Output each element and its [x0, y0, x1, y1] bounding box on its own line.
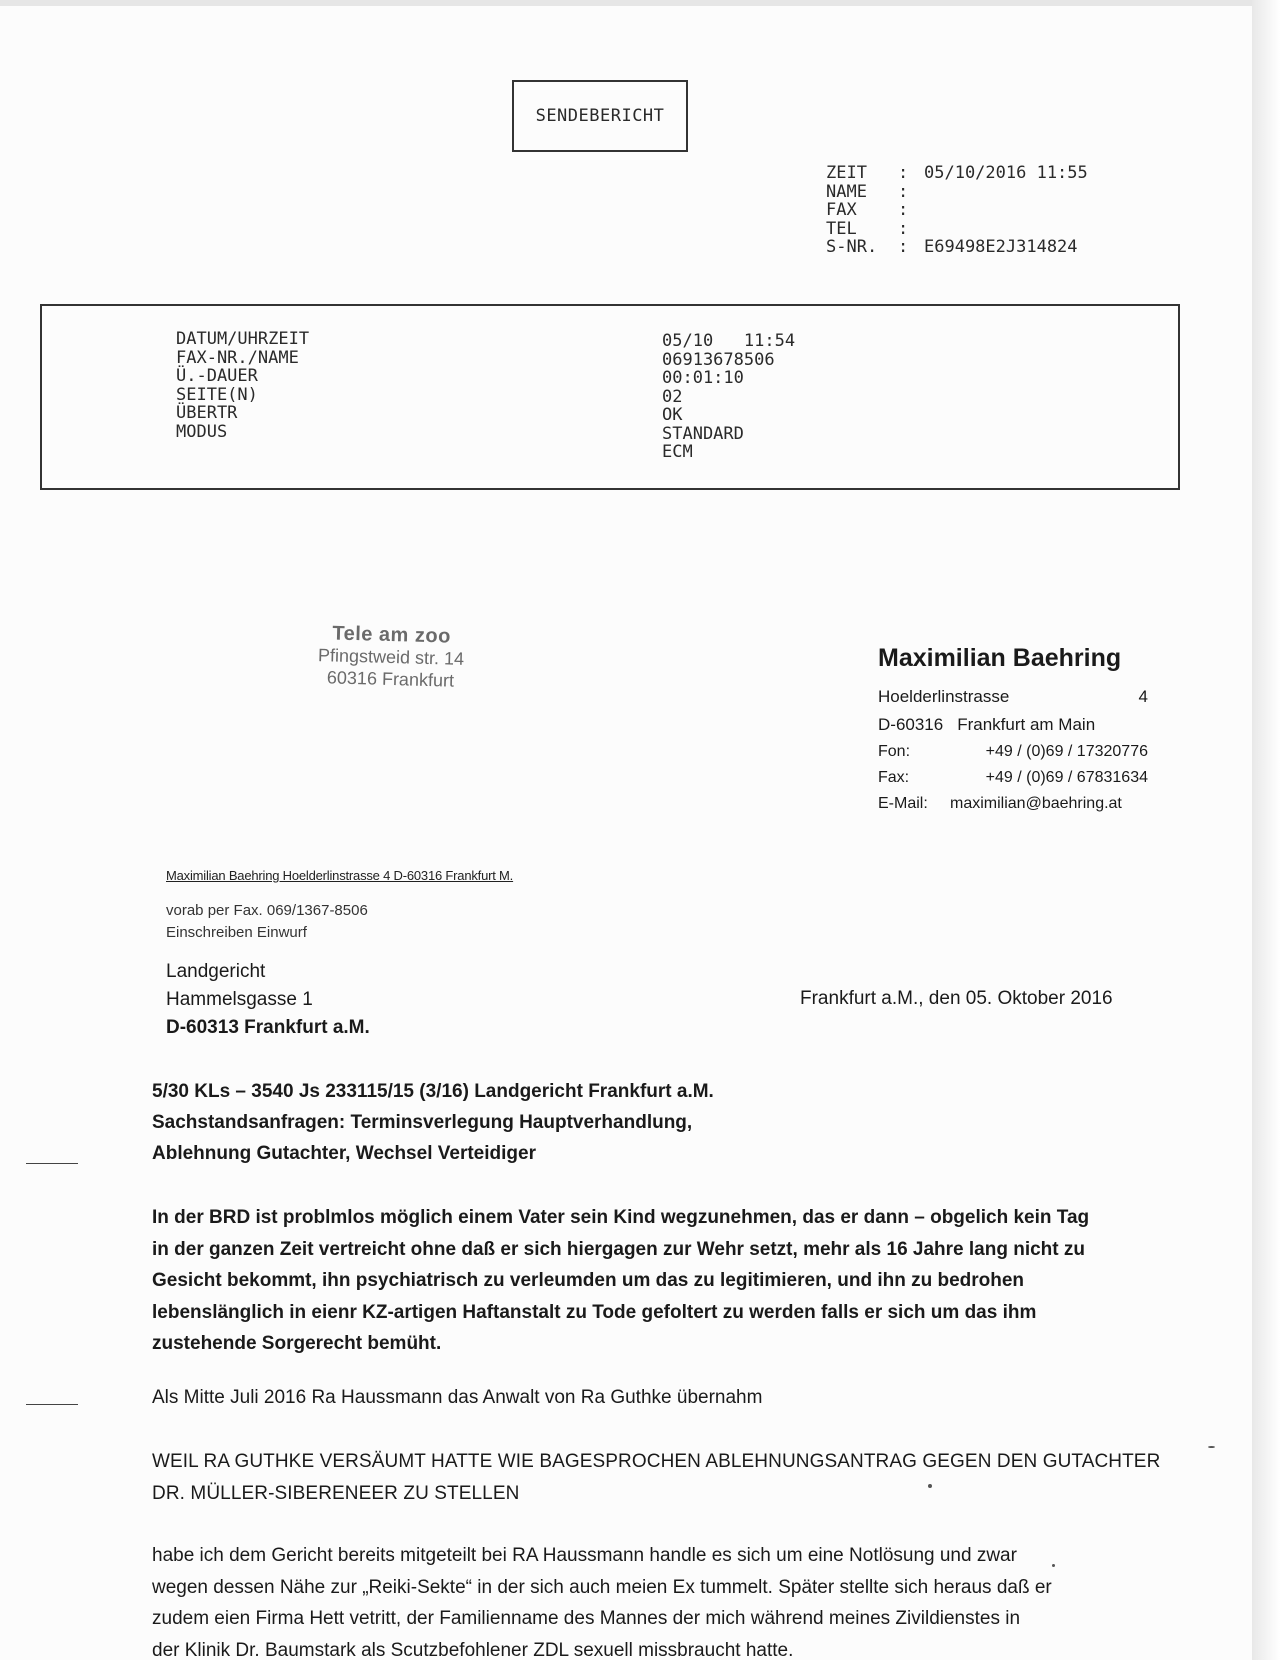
report-header-meta: [826, 164, 1088, 257]
recipient-address: [166, 958, 370, 1042]
return-address-line: Maximilian Baehring Hoelderlinstrasse 4 D-60316 Frankfurt M.: [166, 868, 513, 883]
tx-value: OK: [662, 406, 795, 425]
paragraph-line: zustehende Sorgerecht bemüht.: [152, 1328, 1162, 1360]
sender-fax: +49 / (0)69 / 67831634: [948, 765, 1148, 791]
paragraph-3: [152, 1446, 1162, 1509]
scanner-edge: [1252, 0, 1280, 1660]
sender-fax-line: [878, 765, 1148, 791]
stamp-street: Pfingstweid str. 14: [318, 644, 465, 670]
meta-label: TEL: [826, 220, 898, 239]
sender-house-number: 4: [1139, 683, 1148, 711]
paragraph-line: lebenslänglich in eienr KZ-artigen Haftanstalt zu Tode gefoltert zu werden falls er sich um das ihm: [152, 1297, 1162, 1329]
tx-label: DATUM/UHRZEIT: [176, 330, 309, 349]
tx-label: FAX-NR./NAME: [176, 349, 309, 368]
scan-speck: [1208, 1446, 1215, 1448]
sender-name: Maximilian Baehring: [878, 644, 1148, 673]
scan-speck: [928, 1484, 932, 1488]
letter-subject: [152, 1076, 714, 1169]
meta-colon: :: [898, 183, 924, 202]
phone-label: Fon:: [878, 739, 948, 765]
scan-speck: [1052, 1564, 1055, 1567]
email-label: E-Mail:: [878, 791, 950, 817]
meta-label: S-NR.: [826, 238, 898, 257]
punch-mark: [26, 1404, 78, 1405]
stamp-name: Tele am zoo: [318, 622, 465, 648]
tx-value: ECM: [662, 443, 795, 462]
sender-phone-line: [878, 739, 1148, 765]
tx-value: 00:01:10: [662, 369, 795, 388]
sender-postal-code: D-60316: [878, 711, 943, 739]
paragraph-2: Als Mitte Juli 2016 Ra Haussmann das Anwalt von Ra Guthke übernahm: [152, 1382, 1162, 1414]
meta-colon: :: [898, 220, 924, 239]
meta-row-fax: [826, 201, 1088, 220]
paragraph-line: wegen dessen Nähe zur „Reiki-Sekte“ in der sich auch meien Ex tummelt. Später stellte sich heraus daß er: [152, 1572, 1162, 1604]
sender-email: maximilian@baehring.at: [950, 791, 1148, 817]
tx-label: SEITE(N): [176, 386, 309, 405]
shop-stamp: [317, 622, 465, 692]
meta-colon: :: [898, 238, 924, 257]
recipient-street: Hammelsgasse 1: [166, 986, 370, 1014]
paragraph-line: zudem eien Firma Hett vetritt, der Familienname des Mannes der mich während meines Zivildienstes in: [152, 1603, 1162, 1635]
recipient-city: D-60313 Frankfurt a.M.: [166, 1014, 370, 1042]
tx-value: STANDARD: [662, 425, 795, 444]
tx-value: 06913678506: [662, 351, 795, 370]
paragraph-4: [152, 1540, 1162, 1666]
paragraph-line: Gesicht bekommt, ihn psychiatrisch zu verleumden um das zu legitimieren, und ihn zu bedrohen: [152, 1265, 1162, 1297]
paragraph-line: WEIL RA GUTHKE VERSÄUMT HATTE WIE BAGESPROCHEN ABLEHNUNGSANTRAG GEGEN DEN GUTACHTER: [152, 1446, 1162, 1478]
tx-label: MODUS: [176, 423, 309, 442]
fold-mark: [26, 1163, 78, 1164]
subject-line: Ablehnung Gutachter, Wechsel Verteidiger: [152, 1138, 714, 1169]
tx-value: 05/10 11:54: [662, 332, 795, 351]
meta-colon: :: [898, 164, 924, 183]
meta-label: ZEIT: [826, 164, 898, 183]
letter-date: Frankfurt a.M., den 05. Oktober 2016: [800, 988, 1113, 1010]
tx-label: ÜBERTR: [176, 404, 309, 423]
transmission-box: [40, 304, 1180, 490]
subject-line: 5/30 KLs – 3540 Js 233115/15 (3/16) Landgericht Frankfurt a.M.: [152, 1076, 714, 1107]
meta-value: 05/10/2016 11:55: [924, 164, 1088, 183]
sender-city: Frankfurt am Main: [957, 711, 1095, 739]
paragraph-1: [152, 1202, 1162, 1360]
transmission-labels: [176, 330, 309, 441]
paragraph-line: habe ich dem Gericht bereits mitgeteilt bei RA Haussmann handle es sich um eine Notlösung und zwar: [152, 1540, 1162, 1572]
meta-row-tel: [826, 220, 1088, 239]
meta-label: FAX: [826, 201, 898, 220]
sender-street-line: [878, 683, 1148, 711]
meta-row-serial: [826, 238, 1088, 257]
transmission-values: [662, 332, 795, 462]
tx-value: 02: [662, 388, 795, 407]
sender-email-line: [878, 791, 1148, 817]
subject-line: Sachstandsanfragen: Terminsverlegung Hauptverhandlung,: [152, 1107, 714, 1138]
sender-letterhead: [878, 644, 1148, 817]
paragraph-line: in der ganzen Zeit vertreicht ohne daß er sich hiergagen zur Wehr setzt, mehr als 16 Jahre lang nicht zu: [152, 1234, 1162, 1266]
stamp-city: 60316 Frankfurt: [317, 666, 464, 692]
dispatch-fax: vorab per Fax. 069/1367-8506: [166, 900, 368, 922]
tx-label: Ü.-DAUER: [176, 367, 309, 386]
fax-label: Fax:: [878, 765, 948, 791]
dispatch-notes: [166, 900, 368, 944]
dispatch-mail: Einschreiben Einwurf: [166, 922, 368, 944]
sender-phone: +49 / (0)69 / 17320776: [948, 739, 1148, 765]
sender-city-line: [878, 711, 1148, 739]
paragraph-line: der Klinik Dr. Baumstark als Scutzbefohlener ZDL sexuell missbraucht hatte.: [152, 1635, 1162, 1666]
meta-label: NAME: [826, 183, 898, 202]
meta-value: E69498E2J314824: [924, 238, 1078, 257]
paragraph-line: DR. MÜLLER-SIBERENEER ZU STELLEN: [152, 1478, 1162, 1510]
meta-row-time: [826, 164, 1088, 183]
paragraph-line: In der BRD ist problmlos möglich einem Vater sein Kind wegzunehmen, das er dann – obgelich kein Tag: [152, 1202, 1162, 1234]
recipient-name: Landgericht: [166, 958, 370, 986]
report-title: SENDEBERICHT: [536, 106, 665, 126]
sender-street: Hoelderlinstrasse: [878, 683, 1009, 711]
meta-colon: :: [898, 201, 924, 220]
report-title-box: [512, 80, 688, 152]
meta-row-name: [826, 183, 1088, 202]
page-top-edge: [0, 0, 1252, 6]
